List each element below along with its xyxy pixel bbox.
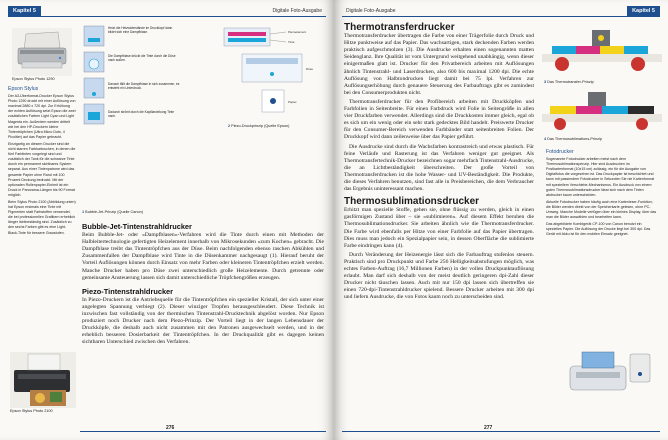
left-text-column — [82, 220, 324, 349]
footer-rule — [80, 431, 326, 432]
fig4-caption: 4 Das Thermosublimations-Prinzip — [544, 137, 602, 141]
thermosublimation-diagram — [542, 88, 662, 134]
sidebar-title: Fotodrucker — [546, 149, 574, 155]
header-rule — [342, 16, 660, 17]
sidebar-paragraph: Einzigartig an diesem Drucker sind die nicht starren Farbkartuschen, in denen die fünf Farbtinten vorgelegt sind und zusätzlich der Tank für die schwarze Tinte durch ein permanent sichtbares System separat. Aus einer Tintenpatrone wird das gesamte Papier ohne Rand mit 100 Prozent Deckung bedruckt. Mit der optionalen Rollenpapier-Einheit ist ein Druck in Panorama-Längen bis 90 Format möglich. — [8, 141, 76, 197]
sidebar-fotodrucker — [546, 150, 658, 240]
bubble-labels — [108, 26, 180, 138]
section-title-bubble: Bubble-Jet-Tintenstrahldrucker — [82, 222, 192, 231]
chapter-tag: Kapitel 5 — [627, 6, 660, 16]
sidebar-paragraph: Das abgebildete Kombigerät CP-100 von Canon benutzt ein spezielles Papier. Die Auflösung der Drucke liegt bei 300 dpi. Das Gerät mit Akku ist für den mobilen Einsatz geeignet. — [546, 222, 651, 237]
book-title: Digitale Foto-Ausgabe — [346, 8, 396, 14]
piezo-label: Düse — [306, 67, 314, 71]
body-paragraph: Durch Veränderung der Heizenergie lässt sich die Farbauftrag stufenlos steuern. Praktisch sind pro Druckpunkt und Farbe 256 Helligkeitsabstufungen möglich, was echtes Farben-Auftrag (16,7 Millionen Farben) in der vollen Druckpunktauflösung erlaubt. Man darf sich deshalb von der meist deutlich geringeren dpi-Zahl dieser Drucker nicht täuschen lassen. Auch mit nur 150 dpi lassen sich übertreffen sie einen 720-dpi-Tintenstrahldrucker spielend. Bessere Drucker arbeiten mit 300 dpi und liefern Ausdrucke, die von Fotos kaum noch zu unterscheiden sind. — [344, 251, 534, 301]
right-header — [342, 6, 660, 16]
sidebar-title: Epson Stylus — [8, 86, 39, 92]
sidebar-paragraph: Der A3-Überformat-Drucker Epson Stylus Photo 1290 druckt mit einer Auflösung von maximal 2880 x 720 dpi. Zur Erhöhung der echten Auflösung setzt Epson die zwei zusätzlichen Farben Light Cyan und Light Magenta ein. Außerdem werden drittelt wie bei den HP-Druckern kleine Tintentröpfchen (Ultra Micro Dots, 4 Picoliter) auf das Papier gebracht. — [8, 94, 76, 139]
printer-photo-1290 — [12, 28, 72, 76]
bubble-step-1 — [84, 26, 104, 46]
sidebar-paragraph: Sogenannte Fotodrucker arbeiten meist nach dem Thermosublimationsprinzip. Hier sind Ausdrucken im Postkartenformat (10x15 cm) zulässig, ein für die Ausgabe von Digitalfotos die vorgesehen ist. Das Druckpapier ist beschichtet und kann mit passendem Fotodrucker in Sekunden Sie nie Kartenformat mit speziellem Verschiebe-Mechanismus. Ein Ausdruck von einem guten Thermosublimationsdrucker lässt sich nach dem Tinten abdrucker kaum unterscheiden. — [546, 157, 655, 197]
section-title-piezo: Piezo-Tintenstrahldrucker — [82, 286, 174, 296]
page-number-left: 276 — [166, 425, 175, 431]
thermotransfer-diagram — [542, 24, 662, 76]
section-title-thermosublimation: Thermosublimationsdrucker — [344, 196, 480, 208]
book-title: Digitale Foto-Ausgabe — [272, 8, 322, 14]
bubble-label: Danach fällt die Dampfblase in sich zusammen, es entsteht ein Unterdruck. — [108, 82, 180, 91]
piezo-label: Piezoelement — [288, 30, 307, 34]
bubble-label: Heizt die Heizwiderstände im Druckkopf dann bildet sich eine Dampfblase. — [108, 26, 173, 35]
right-text-column — [344, 24, 534, 303]
printer1-caption: Epson Stylus Photo 1290 — [12, 77, 55, 81]
bubble-label: Dadurch strömt durch die Kapillarwirkung Tinte nach. — [108, 110, 175, 119]
page-number-right: 277 — [484, 425, 493, 431]
fig2-caption: 2 Piezo-Druckprinzip (Quelle Epson) — [228, 124, 290, 128]
photo-printer-image — [560, 344, 656, 400]
bubble-step-3 — [84, 78, 104, 98]
body-paragraph: Thermotransferdrucker übertragen die Farbe von einer Trägerfolie durch Druck und Hitze punktweise auf das Papier. Das wachsartigen, stark deckenden Farben werden praktisch aufgeschmolzen (3). Die Ausdrucke erhalten einen sogenannten matten Seidenglanz. Ihre Qualität ist vom Untergrund weitgehend unabhängig, wenn dieser einigermaßen glatt ist. Drucker für den Privatbereich arbeiten mit Auflösungen ähnlich Tintenstrahl- und Laserdrucken, also 600 bis maximal 1200 dpi. Die echte Auflösung von Halbtondrucken liegt damit bei 75 lpi. Verfahren zur Auflösungserhöhung durch genauere Steuerung des Farbauftrags gibt es zumindest bei den Consumerprodukten nicht. — [344, 33, 534, 96]
body-paragraph: Beim Bubble-Jet- oder »Dampfblasen«-Verfahren wird die Tinte durch einen mit Methoden der Halbleitertechnologie gefertigten Heizelement innerhalb von Mikrosekunden »zum Kochen« gebracht. Die Dampfblase treibt das Tintentröpfchen aus der Düse. Beim nachfolgenden ebenso raschen Abkühlen und Zusammenfallen der Dampfblase wird Tinte in die Düsenkammer nachgesaugt (1). Hierauf beruht der Vorteil Auflösungen können durch Einsatz von mehr Farben oder kleineren Tintentröpfchen erzielt werden. Manche Drucker haben pro Düse zwei unterschiedlich große Heizelemente. Durch getrennte oder gemeinsame Ansteuerung lassen sich damit unterschiedliche Tröpfchengrößen erzeugen. — [82, 232, 324, 281]
sidebar-epson — [8, 87, 76, 238]
section-title-thermotransfer: Thermotransferdrucker — [344, 22, 455, 33]
body-paragraph: Thermotransferdrucker für den Profibereich arbeiten mit Druckköpfen und Farbfolien in Seitenbreite. Für einen Farbdruck wird Folie in Seitengröße in allen vier Druckfarben verwendet. Allerdings sind die Druckkosten immer gleich, egal ob es sich um ein wenig oder ein sehr stark gedecktes Bild handelt. Preiswerte Drucker für den Consumer-Bereich verwenden Farbbänder statt seitenbreiten Folien. Der Druckkopf wird dann zeilenweise über das Papier geführt. — [344, 98, 534, 141]
header-rule — [8, 16, 326, 17]
piezo-diagram — [222, 24, 330, 120]
body-paragraph: In Piezo-Druckern ist die Antriebsquelle für die Tintentröpfchen ein spezieller Kristall, der sich unter einer angelegten Spannung verbiegt (2). Dieser winziger Tropfen herausgeschleudert. Diese Technik ist inzwischen fast vollständig von der thermischen Tintenstrahl-Drucktechnik abgelöst worden. Nur Epson produziert noch Drucker nach dem Piezo-Prinzip. Der Vorteil liegt in der langen Lebensdauer der Druckköpfe, die deshalb auch nicht zusammen mit den Patronen ausgewechselt werden, und in der erheblich besseren Dosierbarkeit der Tintentröpfchen. In der Druckqualität gibt es dagegen keinen sichtbaren Unterschied zwischen den Verfahren. — [82, 296, 324, 346]
bubble-step-4 — [84, 104, 104, 124]
piezo-label: Tinte — [288, 40, 295, 44]
body-paragraph: Erhitzt man spezielle Stoffe, gehen sie, ohne flüssig zu werden, gleich in einen gasförmigen Zustand über – sie »sublimieren«. Auf diesem Effekt beruhen die Thermosublimationsdrucker. Sie arbeiten ähnlich wie die Thermotransferdrucker. Die Farbe wird ebenfalls per Hitze von einer Farbfolie auf das Papier übertragen. Dies muss man jedoch ein Spezialpapier sein, in dessen Oberfläche die sublimierte Farbe eindringen kann (4). — [344, 207, 534, 249]
bubble-label: Die Dampfblase drückt die Tinte durch die Düse nach außen. — [108, 54, 176, 63]
body-paragraph: Die Ausdrucke sind durch die Wachsfarben kontrastreich und etwas plastisch. Für feine Verläufe und Rasterung ist das Verfahren weniger gut geeignet. Als Thermotransfertechnik-Drucker bezeichnen sogar mehrfach Tintenstrahl-Ausdrucke, die an Lichtbeständigkeit überschreiten. Der große Vorteil von Thermotransferdrucken ist die hohe Wasser- und UV-Beständigkeit. Die Produkte, die dieses Verfahren benutzen, sind fast alle in Preisbereichen, die dem Verbraucher das Ergebnis uninteressant machen. — [344, 143, 534, 193]
left-header — [8, 6, 326, 16]
bubble-step-2 — [84, 52, 104, 72]
piezo-label: Papier — [288, 100, 297, 104]
fig1-caption: 1 Bubble-Jet-Prinzip (Quelle Canon) — [82, 210, 143, 214]
sidebar-paragraph: Beim Stylus Photo 2100 (Abbildung unten) hat Epson erstmals eine Tinte mit Pigmenten statt Farbstoffen verwendet, die bei professionellen Grafikern erheblich länger lichtbeständig sind. Zusätzlich zu den sechs Farben gibt es eine Light-Black-Tinte für bessere Graustufen. — [8, 199, 76, 235]
fig3-caption: 3 Das Thermotransfer-Prinzip — [544, 80, 594, 84]
footer-rule — [342, 431, 660, 432]
chapter-tag: Kapitel 5 — [8, 6, 41, 16]
printer2-caption: Epson Stylus Photo 2100 — [10, 409, 53, 413]
printer-photo-2100 — [10, 352, 76, 408]
sidebar-paragraph: Aktuelle Fotodrucker haben häufig auch eine Kartenleser-Funktion; die Bilder werden direkt von der Speicherkarte gelesen, ohne PC-Umweg. Manche Modelle verfügen über ein kleines Display, über das man die Bilder auswählen und bearbeiten kann. — [546, 199, 657, 220]
right-page — [334, 0, 668, 440]
